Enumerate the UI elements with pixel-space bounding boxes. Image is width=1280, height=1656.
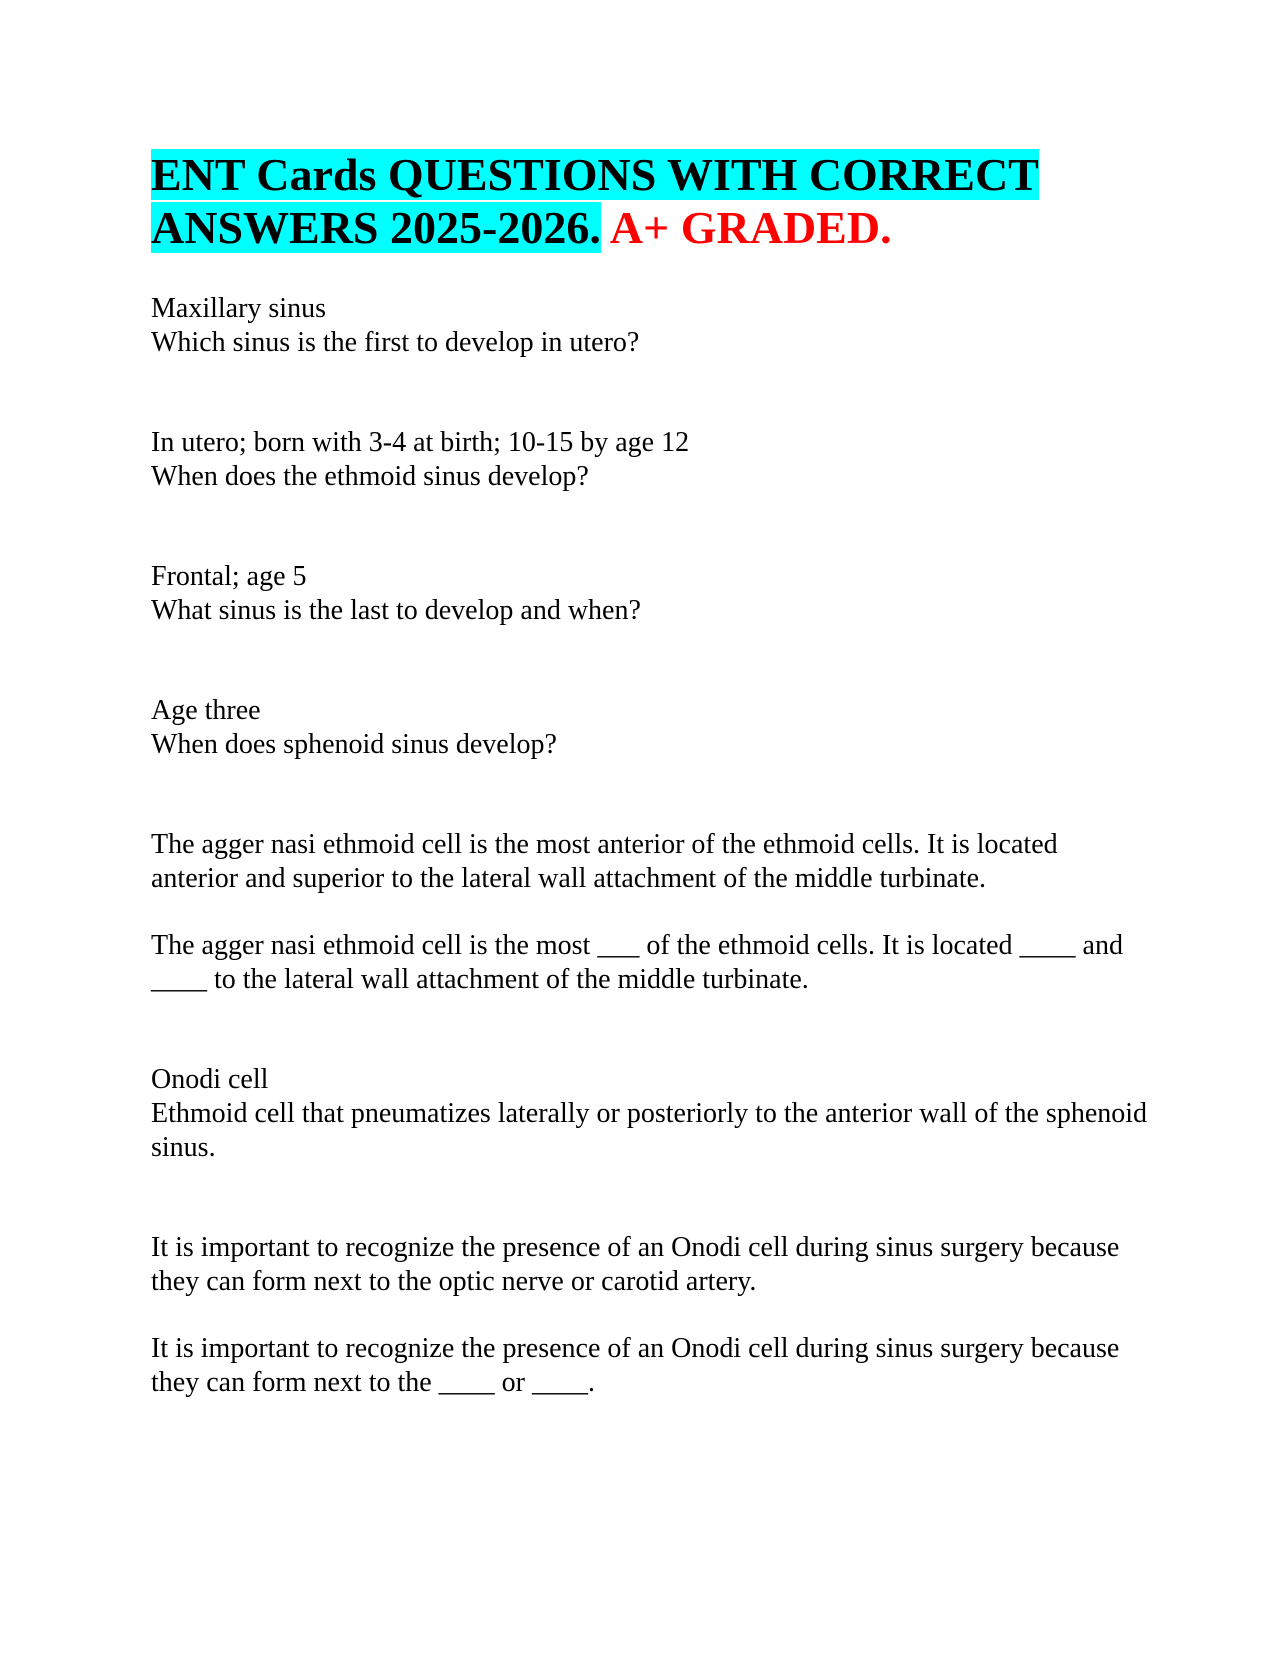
card-question: When does sphenoid sinus develop? <box>151 729 557 760</box>
card-answer: Onodi cell <box>151 1064 269 1095</box>
card-answer: The agger nasi ethmoid cell is the most anterior of the ethmoid cells. It is located anterior and superior to the lateral wall attachment of the middle turbinate. <box>151 829 1058 894</box>
document-page <box>151 148 1151 1400</box>
card-question: It is important to recognize the presence of an Onodi cell during sinus surgery because they can form next to the ____ or ____. <box>151 1333 1120 1398</box>
title-grade-text: A+ GRADED. <box>609 202 892 253</box>
title-highlighted-text: ENT Cards QUESTIONS WITH CORRECT ANSWERS 2025-2026. <box>151 149 1039 253</box>
card-7 <box>151 1231 1151 1400</box>
card-5 <box>151 828 1151 997</box>
card-answer: It is important to recognize the presence of an Onodi cell during sinus surgery because they can form next to the optic nerve or carotid artery. <box>151 1232 1120 1297</box>
card-1 <box>151 292 1151 360</box>
card-4 <box>151 694 1151 762</box>
card-3 <box>151 560 1151 628</box>
card-question: What sinus is the last to develop and when? <box>151 595 641 626</box>
card-list <box>151 292 1151 1400</box>
card-answer: In utero; born with 3-4 at birth; 10-15 by age 12 <box>151 427 690 458</box>
card-question: Ethmoid cell that pneumatizes laterally or posteriorly to the anterior wall of the sphenoid sinus. <box>151 1098 1148 1163</box>
card-2 <box>151 426 1151 494</box>
card-question: Which sinus is the first to develop in utero? <box>151 327 640 358</box>
card-question: When does the ethmoid sinus develop? <box>151 461 589 492</box>
document-title <box>151 148 1151 254</box>
card-question: The agger nasi ethmoid cell is the most ___ of the ethmoid cells. It is located ____ and ____ to the lateral wall attachment of the middle turbinate. <box>151 930 1123 995</box>
card-answer: Maxillary sinus <box>151 293 326 324</box>
card-answer: Age three <box>151 695 261 726</box>
card-answer: Frontal; age 5 <box>151 561 307 592</box>
card-6 <box>151 1063 1151 1165</box>
